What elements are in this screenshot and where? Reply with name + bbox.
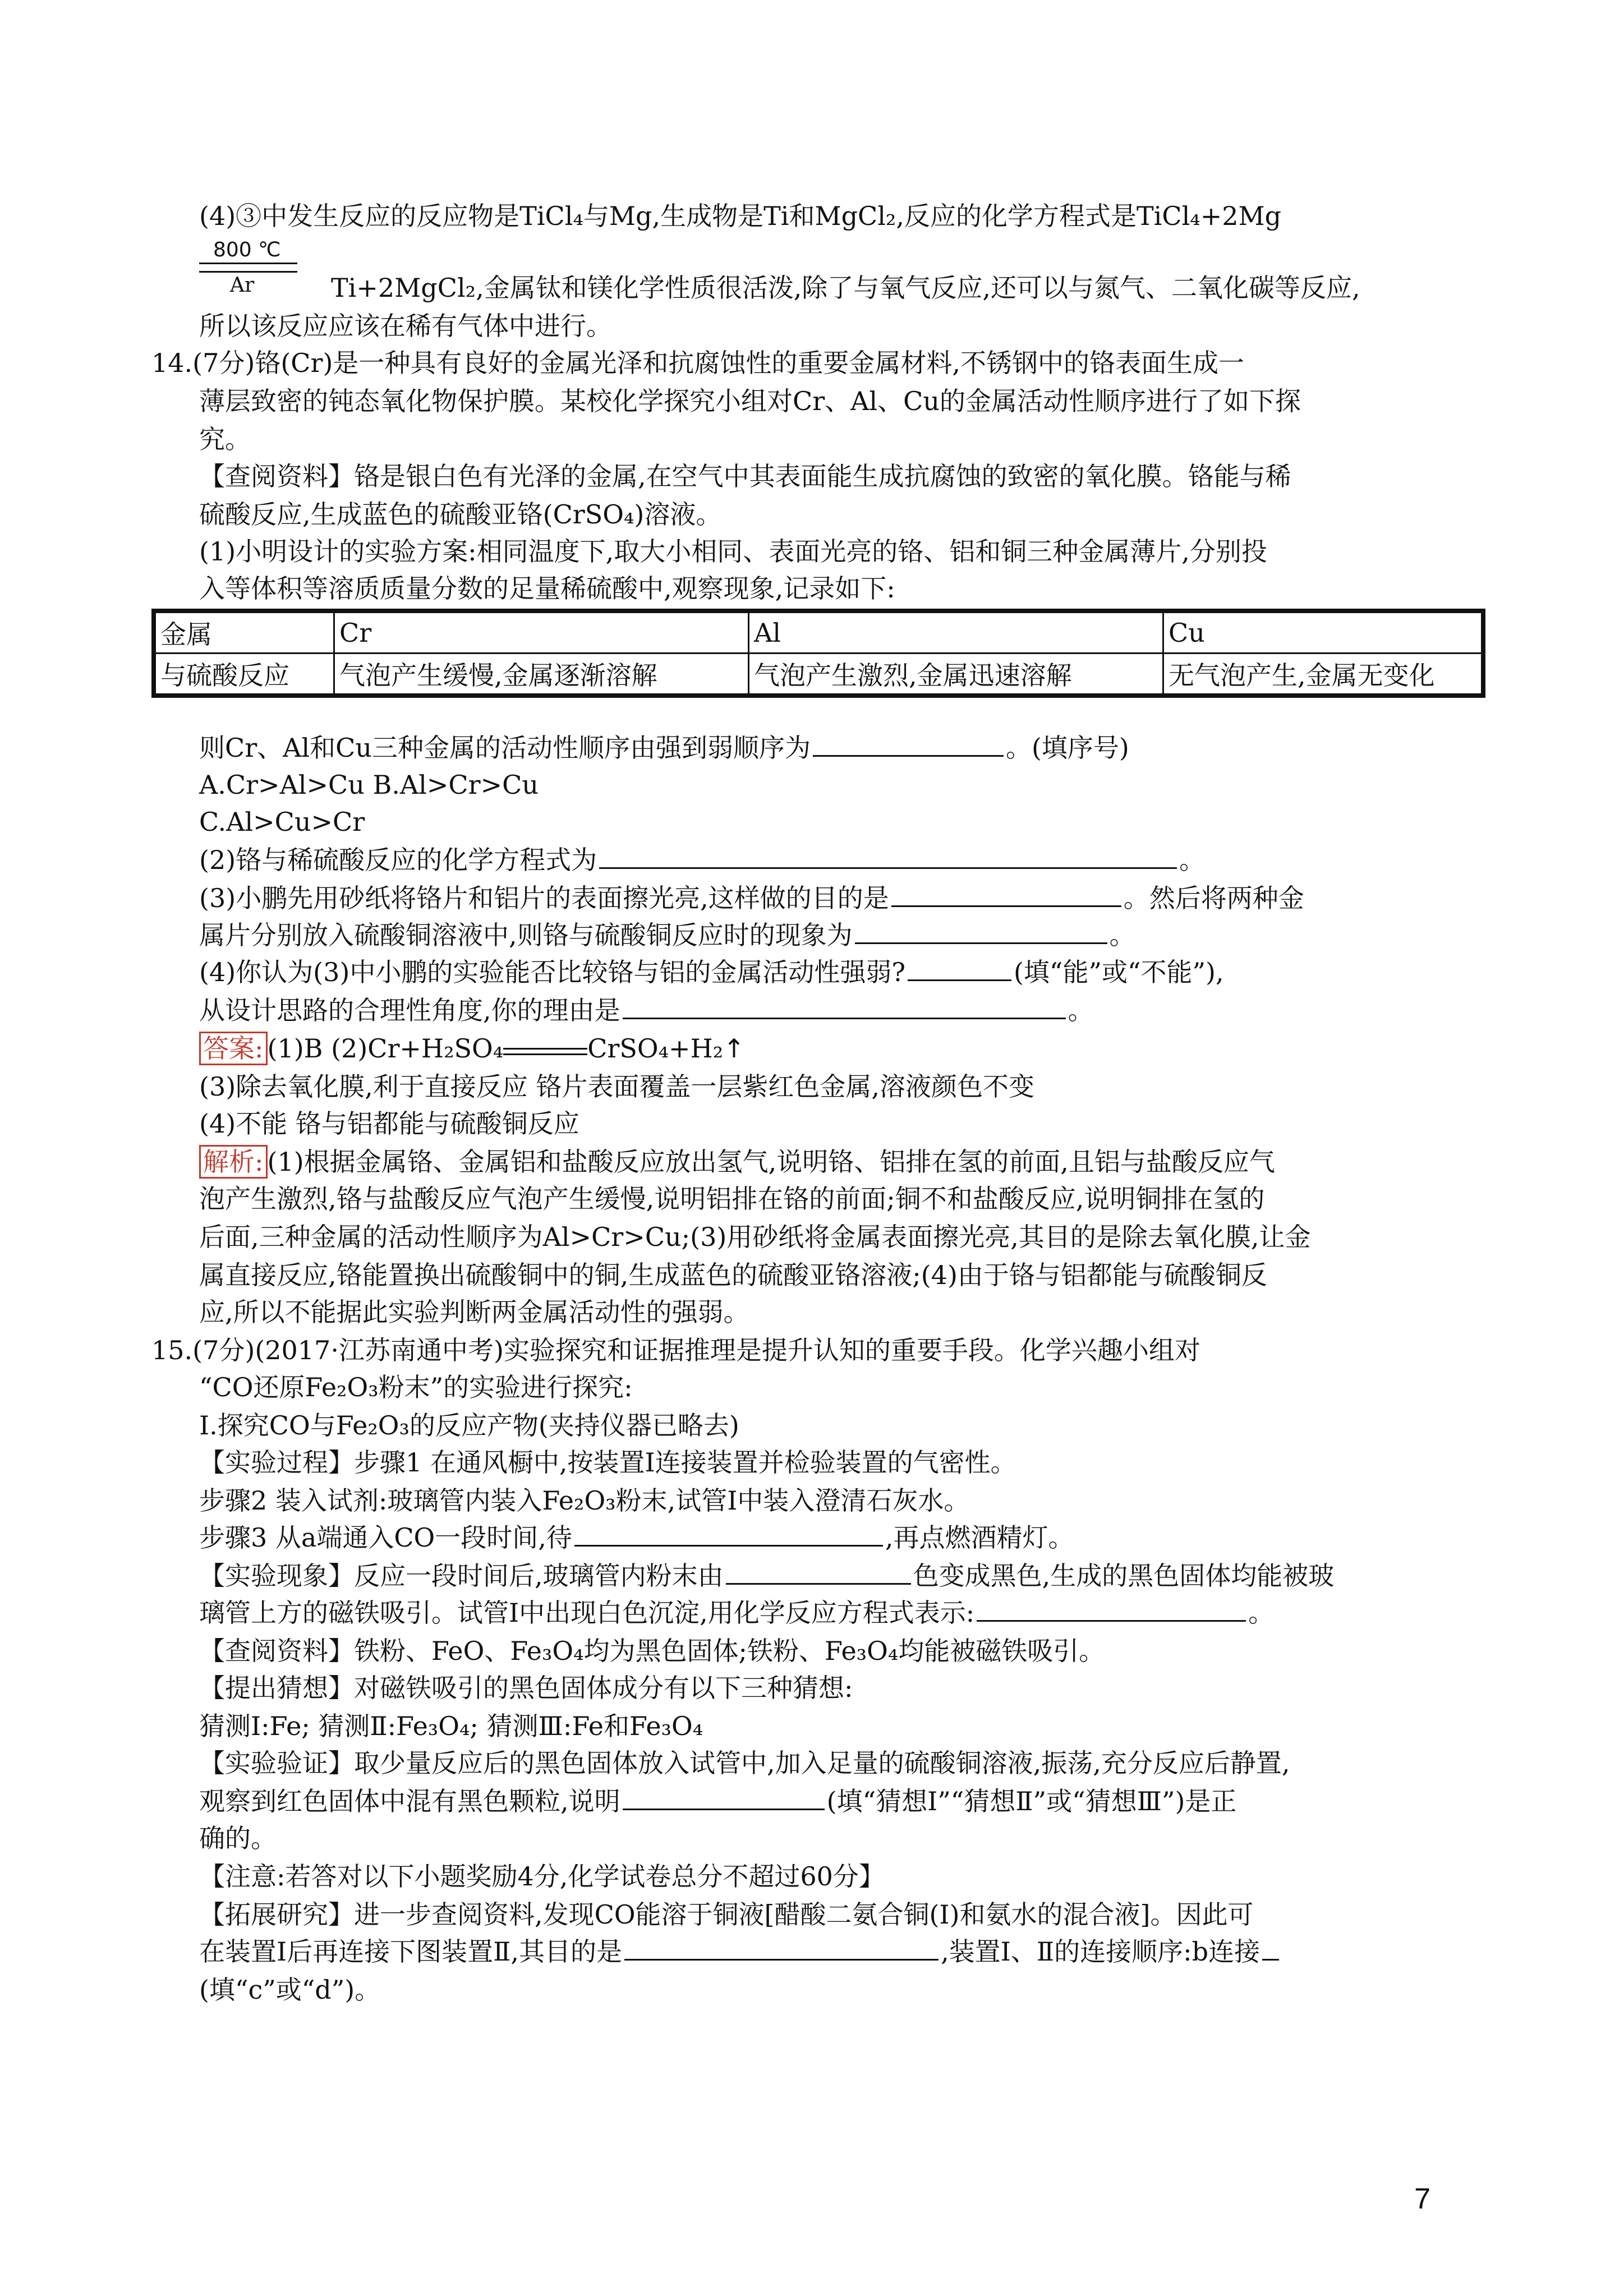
text: (4)你认为(3)中小鹏的实验能否比较铬与铝的金属活动性强弱? <box>199 957 905 987</box>
table-cell: 金属 <box>154 611 334 654</box>
text: 则Cr、Al和Cu三种金属的活动性顺序由强到弱顺序为 <box>199 733 811 763</box>
text: (1)根据金属铬、金属铝和盐酸反应放出氢气,说明铬、铝排在氢的前面,且铝与盐酸反应气 <box>267 1147 1275 1177</box>
metal-reaction-table <box>151 609 1485 698</box>
text: ,装置Ⅰ、Ⅱ的连接顺序:b连接 <box>941 1936 1260 1967</box>
answer-blank[interactable] <box>1262 1933 1279 1961</box>
text: 。 <box>1109 920 1135 950</box>
table-cell: 无气泡产生,金属无变化 <box>1163 654 1484 696</box>
equals-sign <box>503 1038 587 1064</box>
text: 。 <box>1248 1598 1275 1628</box>
reaction-condition-gas: Ar <box>230 274 255 297</box>
text: (填“猜想Ⅰ”“猜想Ⅱ”或“猜想Ⅲ”)是正 <box>826 1786 1237 1816</box>
text: 观察到红色固体中混有黑色颗粒,说明 <box>199 1786 620 1816</box>
text-line <box>199 992 1094 1029</box>
answer-blank[interactable] <box>855 917 1107 944</box>
text-line: 【拓展研究】进一步查阅资料,发现CO能溶于铜液[醋酸二氨合铜(Ⅰ)和氨水的混合液]。因此可 <box>199 1899 1254 1930</box>
text-line <box>199 1933 1281 1970</box>
text-line: 猜测Ⅰ:Fe; 猜测Ⅱ:Fe₃O₄; 猜测Ⅲ:Fe和Fe₃O₄ <box>199 1711 703 1741</box>
text: (3)小鹏先用砂纸将铬片和铝片的表面擦光亮,这样做的目的是 <box>199 883 889 913</box>
question-15-title: 15.(7分)(2017·江苏南通中考)实验探究和证据推理是提升认知的重要手段。化学兴趣小组对 <box>151 1335 1200 1365</box>
answer-blank[interactable] <box>624 1933 938 1961</box>
answer-blank[interactable] <box>623 1783 825 1810</box>
text-line: 步骤2 装入试剂:玻璃管内装入Fe₂O₃粉末,试管Ⅰ中装入澄清石灰水。 <box>199 1485 970 1516</box>
text-line: A.Cr>Al>Cu B.Al>Cr>Cu <box>199 770 539 800</box>
text-line: 【查阅资料】铁粉、FeO、Fe₃O₄均为黑色固体;铁粉、Fe₃O₄均能被磁铁吸引。 <box>199 1636 1105 1666</box>
text-line: Ⅰ.探究CO与Fe₂O₃的反应产物(夹持仪器已略去) <box>199 1410 739 1441</box>
table-cell: 气泡产生缓慢,金属逐渐溶解 <box>334 654 749 696</box>
text-line: 【实验验证】取少量反应后的黑色固体放入试管中,加入足量的硫酸铜溶液,振荡,充分反应后静置, <box>199 1748 1290 1778</box>
text-line: 确的。 <box>199 1823 277 1853</box>
text-line: 【提出猜想】对磁铁吸引的黑色固体成分有以下三种猜想: <box>199 1673 853 1703</box>
text-line <box>199 1519 1074 1556</box>
answer-line <box>199 1030 745 1067</box>
text: (填“能”或“不能”), <box>1013 957 1224 987</box>
explanation-line <box>199 1143 1275 1180</box>
answer-blank[interactable] <box>599 841 1177 869</box>
text-line: 【查阅资料】铬是银白色有光泽的金属,在空气中其表面能生成抗腐蚀的致密的氧化膜。铬能与稀 <box>199 461 1291 491</box>
table-cell: 与硫酸反应 <box>154 654 334 696</box>
text-line: 后面,三种金属的活动性顺序为Al>Cr>Cu;(3)用砂纸将金属表面擦光亮,其目的是除去氧化膜,让金 <box>199 1222 1311 1252</box>
answer-blank[interactable] <box>977 1594 1246 1622</box>
answer-label: 答案: <box>199 1032 268 1065</box>
text: 【实验现象】反应一段时间后,玻璃管内粉末由 <box>199 1561 724 1591</box>
text-line: 所以该反应应该在稀有气体中进行。 <box>199 311 612 341</box>
text-line: (1)小明设计的实验方案:相同温度下,取大小相同、表面光亮的铬、铝和铜三种金属薄片,分别投 <box>199 536 1267 567</box>
table-cell: Cr <box>334 611 749 654</box>
text-line: Ti+2MgCl₂,金属钛和镁化学性质很活泼,除了与氧气反应,还可以与氮气、二氧化碳等反应, <box>331 273 1360 303</box>
text-line <box>199 1557 1334 1594</box>
text-line <box>199 1783 1236 1820</box>
table-cell: 气泡产生激烈,金属迅速溶解 <box>749 654 1163 696</box>
text-line <box>199 954 1224 991</box>
text-line: 薄层致密的钝态氧化物保护膜。某校化学探究小组对Cr、Al、Cu的金属活动性顺序进行了如下探 <box>199 386 1301 416</box>
text: (1)B (2)Cr+H₂SO₄ <box>267 1033 504 1064</box>
table-cell: Al <box>749 611 1163 654</box>
text: 色变成黑色,生成的黑色固体均能被玻 <box>913 1561 1335 1591</box>
answer-blank[interactable] <box>623 992 1066 1019</box>
text-line: 究。 <box>199 424 251 454</box>
text: CrSO₄+H₂ <box>587 1033 724 1064</box>
text-line: 硫酸反应,生成蓝色的硫酸亚铬(CrSO₄)溶液。 <box>199 499 722 530</box>
text-line: 入等体积等溶质质量分数的足量稀硫酸中,观察现象,记录如下: <box>199 573 895 604</box>
text: 。(填序号) <box>1005 733 1129 763</box>
gas-arrow-icon: ↑ <box>723 1033 745 1064</box>
text: ,再点燃酒精灯。 <box>885 1522 1074 1553</box>
text-line: (4)③中发生反应的反应物是TiCl₄与Mg,生成物是Ti和MgCl₂,反应的化学方程式是TiCl₄+2Mg <box>199 201 1282 231</box>
question-14-title: 14.(7分)铬(Cr)是一种具有良好的金属光泽和抗腐蚀性的重要金属材料,不锈钢中的铬表面生成一 <box>151 348 1245 378</box>
reaction-equals-sign <box>199 263 297 273</box>
text-line: 属直接反应,铬能置换出硫酸铜中的铜,生成蓝色的硫酸亚铬溶液;(4)由于铬与铝都能与硫酸铜反 <box>199 1260 1267 1290</box>
answer-blank[interactable] <box>574 1519 883 1547</box>
text-line: C.Al>Cu>Cr <box>199 807 365 837</box>
table-header-row <box>154 611 1483 654</box>
explanation-label: 解析: <box>199 1145 268 1179</box>
text-line: (3)除去氧化膜,利于直接反应 铬片表面覆盖一层紫红色金属,溶液颜色不变 <box>199 1071 1035 1102</box>
answer-blank[interactable] <box>726 1557 911 1585</box>
text-line: 【注意:若答对以下小题奖励4分,化学试卷总分不超过60分】 <box>199 1861 885 1892</box>
text: 璃管上方的磁铁吸引。试管Ⅰ中出现白色沉淀,用化学反应方程式表示: <box>199 1598 975 1628</box>
answer-blank[interactable] <box>908 954 1011 981</box>
text-line: 【实验过程】步骤1 在通风橱中,按装置Ⅰ连接装置并检验装置的气密性。 <box>199 1447 1016 1478</box>
text: 。然后将两种金 <box>1123 883 1304 913</box>
text: 从设计思路的合理性角度,你的理由是 <box>199 995 620 1025</box>
text-line <box>199 729 1129 766</box>
text: 步骤3 从a端通入CO一段时间,待 <box>199 1522 572 1553</box>
text-line <box>199 917 1135 954</box>
text-line <box>199 841 1205 878</box>
text-line: “CO还原Fe₂O₃粉末”的实验进行探究: <box>199 1372 633 1402</box>
text-line: 应,所以不能据此实验判断两金属活动性的强弱。 <box>199 1297 749 1327</box>
answer-blank[interactable] <box>891 880 1121 907</box>
reaction-condition-temperature: 800 ℃ <box>213 238 281 261</box>
page-number: 7 <box>1414 2183 1430 2215</box>
text: (2)铬与稀硫酸反应的化学方程式为 <box>199 845 597 875</box>
text: 在装置Ⅰ后再连接下图装置Ⅱ,其目的是 <box>199 1936 623 1967</box>
text-line: 泡产生激烈,铬与盐酸反应气泡产生缓慢,说明铝排在铬的前面;铜不和盐酸反应,说明铜排在氢的 <box>199 1184 1265 1214</box>
text-line: (4)不能 铬与铝都能与硫酸铜反应 <box>199 1108 579 1139</box>
table-cell: Cu <box>1163 611 1484 654</box>
text-line <box>199 1594 1274 1631</box>
text-line: (填“c”或“d”)。 <box>199 1975 381 2005</box>
text: 。 <box>1179 845 1206 875</box>
answer-blank[interactable] <box>813 729 1004 757</box>
text: 属片分别放入硫酸铜溶液中,则铬与硫酸铜反应时的现象为 <box>199 920 853 950</box>
text-line <box>199 880 1304 917</box>
text: 。 <box>1068 995 1094 1025</box>
table-row <box>154 654 1483 696</box>
